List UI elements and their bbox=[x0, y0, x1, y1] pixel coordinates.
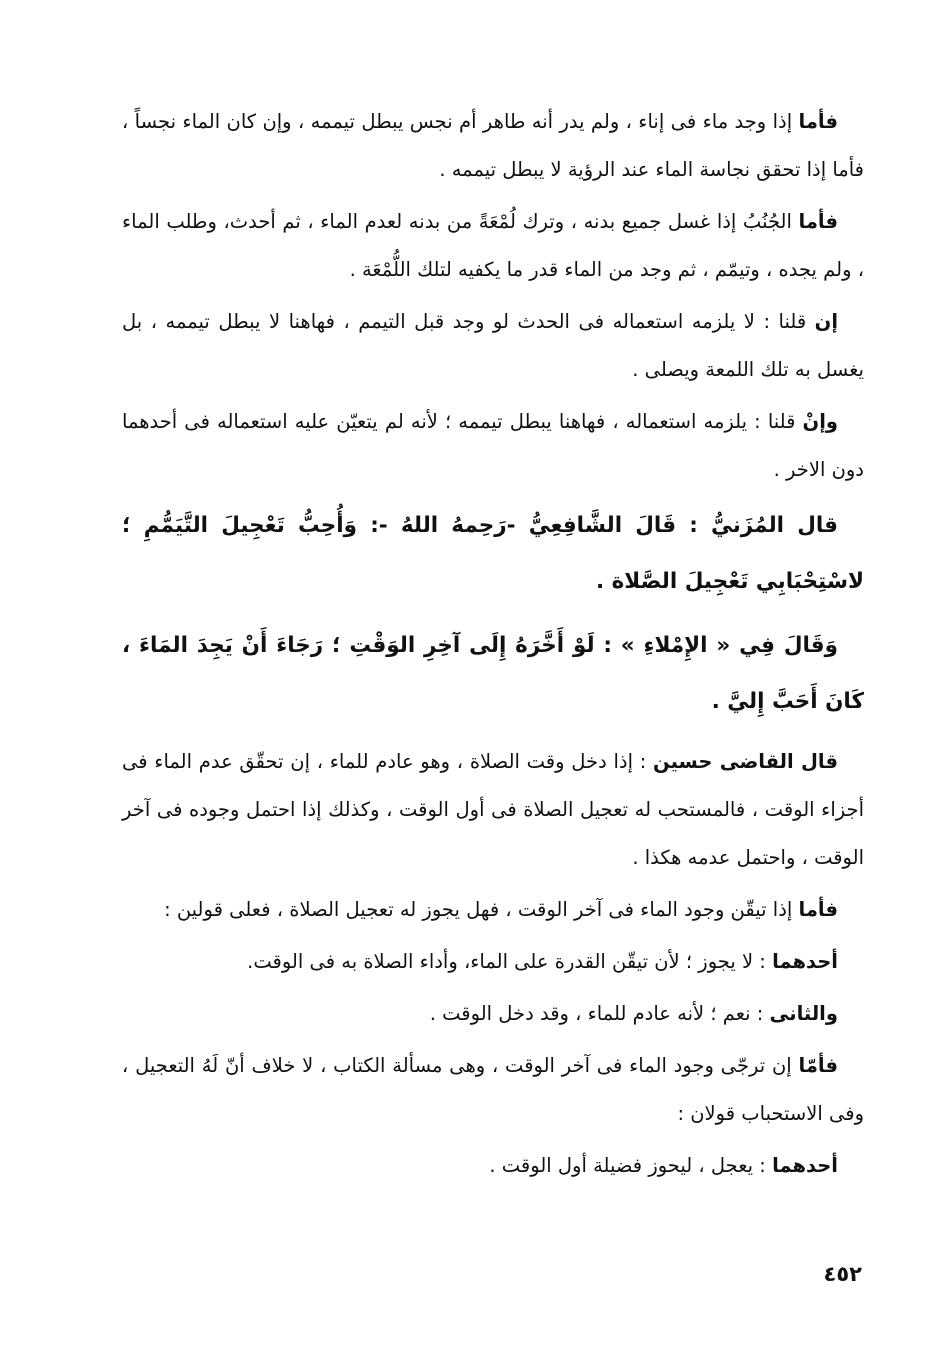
paragraph-lead: وإنْ bbox=[802, 410, 838, 433]
paragraph-qadi-husayn bbox=[122, 738, 864, 882]
paragraph-certainty bbox=[122, 886, 864, 934]
paragraph-text: : إذا دخل وقت الصلاة ، وهو عادم للماء ، إن تحقّق عدم الماء فى أجزاء الوقت ، فالمستحب له تعجيل الصلاة فى أول الوقت ، وكذلك إذا احتمل وجوده فى آخر الوقت ، واحتمل عدمه هكذا . bbox=[122, 750, 864, 869]
paragraph-text: إن ترجّى وجود الماء فى آخر الوقت ، وهى مسألة الكتاب ، لا خلاف أنّ لَهُ التعجيل ، وفى الاستحباب قولان : bbox=[122, 1054, 864, 1125]
paragraph-text: : نعم ؛ لأنه عادم للماء ، وقد دخل الوقت . bbox=[429, 1002, 770, 1025]
paragraph-junub-washing bbox=[122, 198, 864, 294]
paragraph-second-opinion bbox=[122, 990, 864, 1038]
paragraph-lead: قال القاضى حسين bbox=[653, 750, 838, 773]
paragraph-lead: والثانى bbox=[769, 1002, 838, 1025]
paragraph-lead: أحدهما bbox=[772, 950, 838, 973]
page-body-text bbox=[122, 98, 864, 1194]
paragraph-text: : لا يجوز ؛ لأن تيقّن القدرة على الماء، وأداء الصلاة به فى الوقت. bbox=[247, 950, 773, 973]
paragraph-first-saying bbox=[122, 298, 864, 394]
paragraph-text: قلنا : يلزمه استعماله ، فهاهنا يبطل تيممه ؛ لأنه لم يتعيّن عليه استعماله فى أحدهما دون الاخر . bbox=[122, 410, 864, 481]
page-number: ٤٥٢ bbox=[823, 1262, 862, 1286]
paragraph-text: وَقَالَ فِي « الإِمْلاءِ » : لَوْ أَخَّرَهُ إِلَى آخِرِ الوَقْتِ ؛ رَجَاءَ أَنْ يَجِدَ المَاءَ ، كَانَ أَحَبَّ إِليَّ . bbox=[122, 633, 864, 714]
quote-imla bbox=[122, 618, 864, 730]
paragraph-text: إذا وجد ماء فى إناء ، ولم يدر أنه طاهر أم نجس يبطل تيممه ، وإن كان الماء نجساً ، فأما إذا تحقق نجاسة الماء عند الرؤية لا يبطل تيممه . bbox=[122, 110, 864, 181]
paragraph-first-opinion bbox=[122, 938, 864, 986]
paragraph-text: : يعجل ، ليحوز فضيلة أول الوقت . bbox=[489, 1154, 773, 1177]
paragraph-water-in-vessel bbox=[122, 98, 864, 194]
paragraph-text: قلنا : لا يلزمه استعماله فى الحدث لو وجد قبل التيمم ، فهاهنا لا يبطل تيممه ، بل يغسل به تلك اللمعة ويصلى . bbox=[122, 310, 864, 381]
paragraph-lead: فأما bbox=[798, 110, 838, 133]
paragraph-text: قال المُزَنيُّ : قَالَ الشَّافِعِيُّ -رَحِمهُ اللهُ -: وَأُحِبُّ تَعْجِيلَ التَّيَمُّمِ ؛ لاسْتِحْبَابِي تَعْجِيلَ الصَّلاة . bbox=[122, 513, 864, 594]
paragraph-text: الجُنُبُ إذا غسل جميع بدنه ، وترك لُمْعَةً من بدنه لعدم الماء ، ثم أحدث، وطلب الماء ، ولم يجده ، وتيمّم ، ثم وجد من الماء قدر ما يكفيه لتلك اللُّمْعَة . bbox=[122, 210, 864, 281]
paragraph-lead: إن bbox=[814, 310, 838, 333]
quote-muzani bbox=[122, 498, 864, 610]
paragraph-second-saying bbox=[122, 398, 864, 494]
paragraph-hope-for-water bbox=[122, 1042, 864, 1138]
paragraph-text: إذا تيقّن وجود الماء فى آخر الوقت ، فهل يجوز له تعجيل الصلاة ، فعلى قولين : bbox=[164, 898, 799, 921]
paragraph-lead: أحدهما bbox=[772, 1154, 838, 1177]
paragraph-lead: فأما bbox=[798, 210, 838, 233]
paragraph-lead: فأمّا bbox=[798, 1054, 838, 1077]
paragraph-first-of-two bbox=[122, 1142, 864, 1190]
paragraph-lead: فأما bbox=[798, 898, 838, 921]
